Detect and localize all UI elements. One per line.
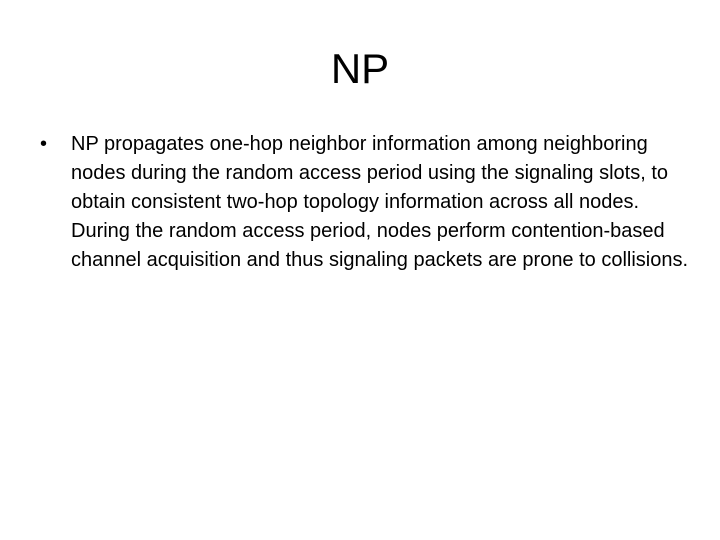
bullet-item bbox=[40, 130, 690, 275]
slide-title: NP bbox=[330, 45, 390, 92]
bullet-text: NP propagates one-hop neighbor information among neighboring nodes during the random access period using the signaling slots, to obtain consistent two-hop topology information across all nodes. During the random access period, nodes perform contention-based channel acquisition and thus signaling packets are prone to collisions. bbox=[71, 133, 689, 271]
bullet-list bbox=[40, 130, 690, 275]
bullet-marker: • bbox=[40, 133, 48, 155]
